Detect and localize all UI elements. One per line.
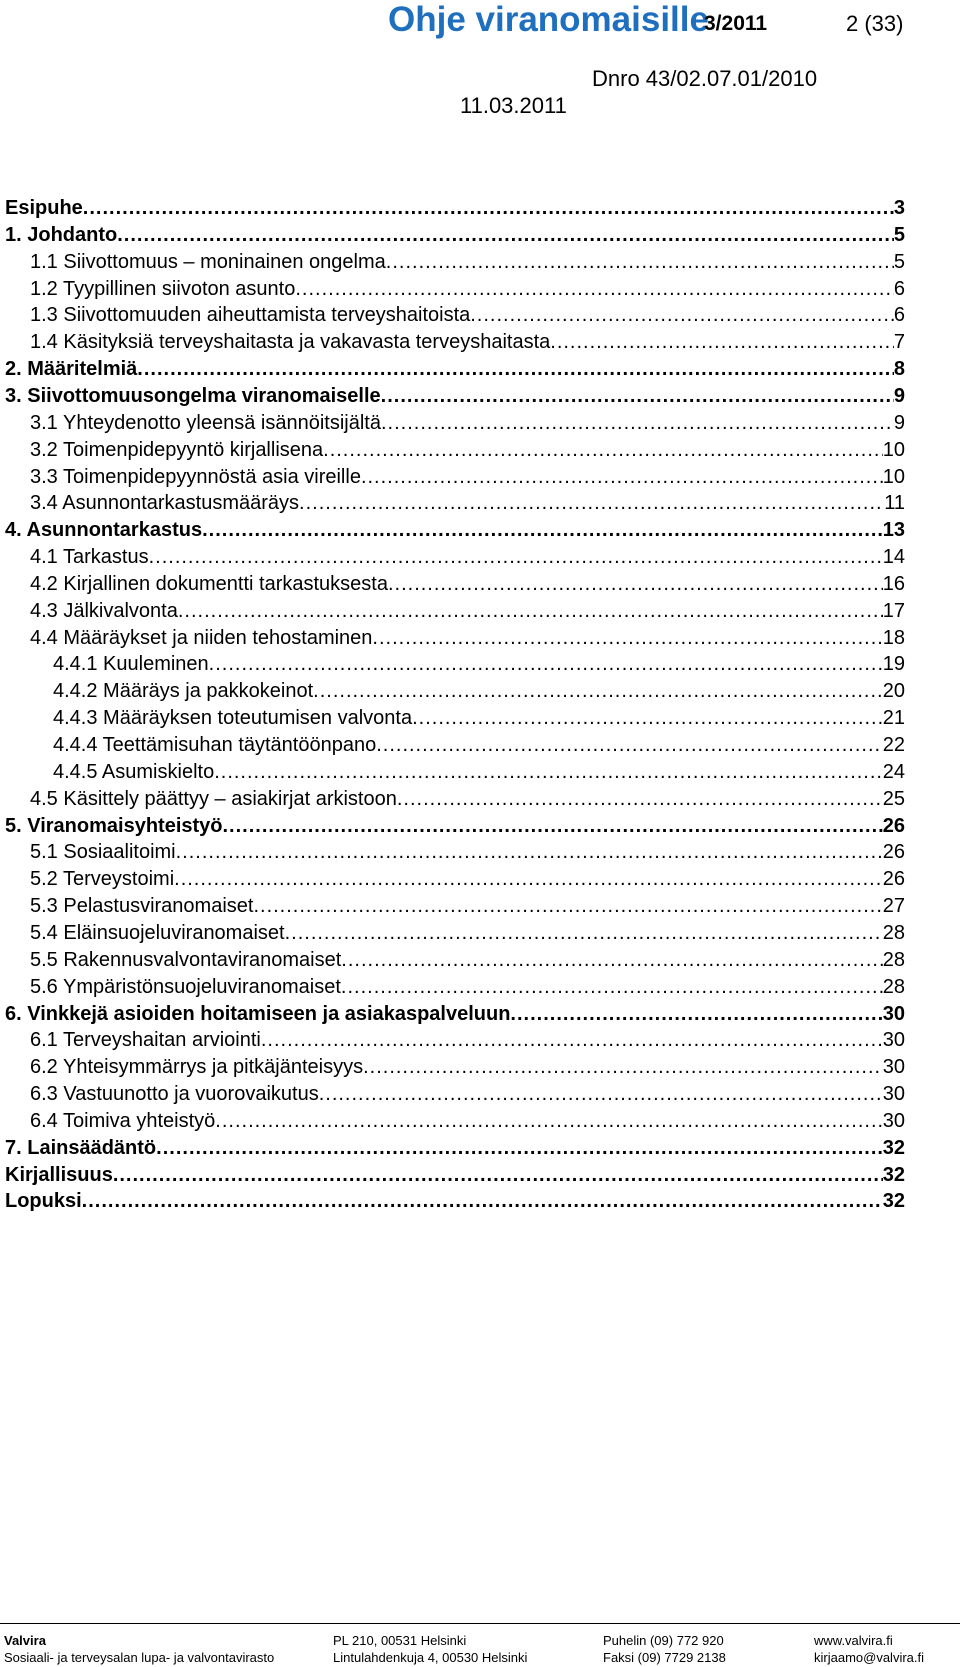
toc-entry[interactable] — [30, 544, 905, 571]
toc-entry-page: 22 — [882, 734, 905, 756]
toc-entry-label: 4.4.3 Määräyksen toteutumisen valvonta — [53, 707, 413, 729]
toc-entry-label: 5.6 Ympäristönsuojeluviranomaiset — [30, 976, 341, 998]
page-number: 2 (33) — [846, 11, 904, 36]
toc-entry-label: 6.1 Terveyshaitan arviointi — [30, 1029, 261, 1051]
toc-entry-page: 3 — [893, 197, 905, 219]
toc-dot-leader — [215, 1108, 882, 1135]
toc-entry-page: 9 — [893, 412, 905, 434]
toc-entry-label: 5.4 Eläinsuojeluviranomaiset — [30, 922, 285, 944]
toc-dot-leader — [386, 249, 894, 276]
toc-dot-leader — [174, 866, 883, 893]
toc-entry-label: 3. Siivottomuusongelma viranomaiselle — [5, 385, 381, 407]
toc-entry[interactable] — [53, 678, 905, 705]
toc-entry[interactable] — [30, 302, 905, 329]
toc-entry-page: 30 — [882, 1056, 905, 1078]
toc-entry[interactable] — [5, 1001, 905, 1028]
toc-dot-leader — [412, 705, 883, 732]
toc-entry-label: 3.4 Asunnontarkastusmääräys — [30, 492, 300, 514]
toc-entry-label: 4. Asunnontarkastus — [5, 519, 203, 541]
toc-dot-leader — [295, 276, 894, 303]
toc-entry-label: 1.2 Tyypillinen siivoton asunto — [30, 278, 296, 300]
toc-entry[interactable] — [30, 839, 905, 866]
toc-entry-page: 28 — [882, 949, 905, 971]
toc-entry-label: Esipuhe — [5, 197, 83, 219]
toc-entry-page: 26 — [882, 815, 905, 837]
toc-dot-leader — [176, 839, 883, 866]
toc-entry-label: 5. Viranomaisyhteistyö — [5, 815, 223, 837]
toc-entry[interactable] — [30, 249, 905, 276]
toc-entry-label: 5.2 Terveystoimi — [30, 868, 175, 890]
toc-entry[interactable] — [53, 759, 905, 786]
toc-dot-leader — [223, 813, 883, 840]
toc-entry[interactable] — [30, 625, 905, 652]
toc-entry-label: 3.2 Toimenpidepyyntö kirjallisena — [30, 439, 324, 461]
toc-dot-leader — [388, 571, 883, 598]
toc-entry-page: 30 — [882, 1003, 905, 1025]
toc-entry-page: 21 — [882, 707, 905, 729]
toc-entry-page: 19 — [882, 653, 905, 675]
toc-entry-page: 11 — [884, 492, 905, 514]
toc-dot-leader — [341, 974, 883, 1001]
toc-entry-label: 6.3 Vastuunotto ja vuorovaikutus — [30, 1083, 319, 1105]
toc-entry-page: 7 — [893, 331, 905, 353]
toc-entry-page: 10 — [882, 466, 905, 488]
toc-entry-page: 32 — [882, 1190, 905, 1212]
toc-entry-page: 9 — [893, 385, 905, 407]
toc-dot-leader — [261, 1027, 883, 1054]
toc-entry[interactable] — [5, 813, 905, 840]
toc-entry-label: 4.4.1 Kuuleminen — [53, 653, 209, 675]
toc-entry-label: 4.5 Käsittely päättyy – asiakirjat arkistoon — [30, 788, 397, 810]
page-footer — [0, 1623, 960, 1667]
toc-entry-page: 32 — [882, 1164, 905, 1186]
toc-entry-page: 6 — [893, 304, 905, 326]
toc-entry-page: 32 — [882, 1137, 905, 1159]
toc-entry[interactable] — [30, 571, 905, 598]
footer-divider — [0, 1623, 960, 1624]
toc-dot-leader — [209, 651, 883, 678]
page-header — [0, 0, 960, 118]
toc-entry-page: 26 — [882, 868, 905, 890]
toc-entry-label: 2. Määritelmiä — [5, 358, 138, 380]
toc-dot-leader — [149, 544, 883, 571]
document-date: 11.03.2011 — [460, 93, 567, 118]
toc-entry-label: 4.4.4 Teettämisuhan täytäntöönpano — [53, 734, 377, 756]
toc-dot-leader — [341, 947, 882, 974]
toc-dot-leader — [397, 786, 883, 813]
toc-dot-leader — [82, 1188, 883, 1215]
toc-dot-leader — [550, 329, 894, 356]
toc-dot-leader — [470, 302, 894, 329]
toc-dot-leader — [202, 517, 883, 544]
document-title: Ohje viranomaisille — [388, 0, 709, 39]
toc-entry-page: 25 — [882, 788, 905, 810]
toc-entry-label: 6. Vinkkejä asioiden hoitamiseen ja asiakaspalveluun — [5, 1003, 511, 1025]
toc-entry-label: 5.3 Pelastusviranomaiset — [30, 895, 254, 917]
toc-entry[interactable] — [30, 866, 905, 893]
toc-entry-page: 5 — [893, 251, 905, 273]
toc-entry-label: 4.4 Määräykset ja niiden tehostaminen — [30, 627, 373, 649]
toc-entry[interactable] — [5, 356, 905, 383]
toc-entry-page: 30 — [882, 1110, 905, 1132]
footer-po-box: PL 210, 00531 Helsinki — [333, 1633, 467, 1648]
toc-entry[interactable] — [53, 651, 905, 678]
toc-dot-leader — [156, 1135, 883, 1162]
toc-dot-leader — [313, 678, 883, 705]
footer-org-name: Valvira — [4, 1633, 46, 1648]
toc-entry-page: 30 — [882, 1083, 905, 1105]
toc-dot-leader — [113, 1162, 883, 1189]
toc-entry-label: 5.5 Rakennusvalvontaviranomaiset — [30, 949, 342, 971]
toc-entry[interactable] — [30, 947, 905, 974]
footer-phone: Puhelin (09) 772 920 — [603, 1633, 724, 1648]
toc-entry[interactable] — [5, 1162, 905, 1189]
footer-org-full-name: Sosiaali- ja terveysalan lupa- ja valvontavirasto — [4, 1650, 275, 1665]
toc-entry[interactable] — [5, 1135, 905, 1162]
toc-entry-label: 1.3 Siivottomuuden aiheuttamista terveyshaitoista — [30, 304, 471, 326]
record-number: Dnro 43/02.07.01/2010 — [592, 66, 818, 91]
toc-entry-page: 20 — [882, 680, 905, 702]
toc-entry-page: 14 — [882, 546, 905, 568]
toc-entry-page: 8 — [893, 358, 905, 380]
toc-entry-page: 18 — [882, 627, 905, 649]
toc-entry[interactable] — [30, 437, 905, 464]
toc-entry-label: 4.3 Jälkivalvonta — [30, 600, 178, 622]
toc-entry[interactable] — [53, 705, 905, 732]
toc-entry[interactable] — [5, 195, 905, 222]
toc-entry-label: 7. Lainsäädäntö — [5, 1137, 157, 1159]
toc-dot-leader — [376, 732, 883, 759]
toc-entry[interactable] — [5, 222, 905, 249]
toc-entry[interactable] — [30, 598, 905, 625]
toc-entry[interactable] — [5, 1188, 905, 1215]
toc-entry-page: 24 — [882, 761, 905, 783]
toc-entry-page: 17 — [882, 600, 905, 622]
toc-entry-page: 13 — [882, 519, 905, 541]
toc-dot-leader — [381, 410, 894, 437]
toc-entry[interactable] — [5, 383, 905, 410]
toc-entry-label: 3.1 Yhteydenotto yleensä isännöitsijältä — [30, 412, 381, 434]
toc-dot-leader — [372, 625, 882, 652]
toc-entry-label: Lopuksi — [5, 1190, 82, 1212]
toc-entry[interactable] — [30, 329, 905, 356]
footer-email[interactable]: kirjaamo@valvira.fi — [814, 1650, 924, 1665]
toc-dot-leader — [319, 1081, 883, 1108]
toc-entry-page: 28 — [882, 922, 905, 944]
toc-dot-leader — [361, 464, 883, 491]
toc-entry-page: 30 — [882, 1029, 905, 1051]
footer-website[interactable]: www.valvira.fi — [814, 1633, 893, 1648]
toc-dot-leader — [363, 1054, 883, 1081]
toc-entry-page: 10 — [882, 439, 905, 461]
toc-dot-leader — [117, 222, 894, 249]
toc-entry-label: 5.1 Sosiaalitoimi — [30, 841, 176, 863]
toc-dot-leader — [137, 356, 894, 383]
toc-entry[interactable] — [30, 1108, 905, 1135]
toc-entry[interactable] — [30, 893, 905, 920]
toc-entry[interactable] — [5, 517, 905, 544]
toc-dot-leader — [381, 383, 894, 410]
toc-entry[interactable] — [30, 1081, 905, 1108]
toc-entry-page: 6 — [893, 278, 905, 300]
toc-entry[interactable] — [30, 786, 905, 813]
toc-entry-label: 4.4.2 Määräys ja pakkokeinot — [53, 680, 314, 702]
toc-dot-leader — [83, 195, 894, 222]
toc-entry-label: 6.2 Yhteisymmärrys ja pitkäjänteisyys — [30, 1056, 364, 1078]
toc-dot-leader — [214, 759, 883, 786]
toc-dot-leader — [510, 1001, 882, 1028]
toc-entry-label: 6.4 Toimiva yhteistyö — [30, 1110, 216, 1132]
toc-entry-label: Kirjallisuus — [5, 1164, 113, 1186]
toc-entry-page: 28 — [882, 976, 905, 998]
toc-entry[interactable] — [30, 974, 905, 1001]
toc-dot-leader — [253, 893, 882, 920]
footer-fax: Faksi (09) 7729 2138 — [603, 1650, 726, 1665]
toc-entry[interactable] — [30, 276, 905, 303]
toc-dot-leader — [285, 920, 883, 947]
toc-entry-label: 4.4.5 Asumiskielto — [53, 761, 215, 783]
toc-entry[interactable] — [30, 464, 905, 491]
toc-dot-leader — [299, 490, 884, 517]
toc-entry-label: 1. Johdanto — [5, 224, 118, 246]
document-number: 3/2011 — [704, 12, 768, 35]
toc-entry-label: 4.2 Kirjallinen dokumentti tarkastuksesta — [30, 573, 388, 595]
toc-entry[interactable] — [30, 490, 905, 517]
footer-street-address: Lintulahdenkuja 4, 00530 Helsinki — [333, 1650, 528, 1665]
toc-entry[interactable] — [30, 1054, 905, 1081]
toc-entry-page: 16 — [882, 573, 905, 595]
toc-entry[interactable] — [30, 920, 905, 947]
toc-entry-label: 3.3 Toimenpidepyynnöstä asia vireille — [30, 466, 361, 488]
toc-entry[interactable] — [30, 410, 905, 437]
toc-dot-leader — [178, 598, 883, 625]
toc-entry-label: 1.4 Käsityksiä terveyshaitasta ja vakavasta terveyshaitasta — [30, 331, 551, 353]
toc-entry[interactable] — [53, 732, 905, 759]
toc-entry[interactable] — [30, 1027, 905, 1054]
toc-entry-label: 4.1 Tarkastus — [30, 546, 149, 568]
toc-entry-label: 1.1 Siivottomuus – moninainen ongelma — [30, 251, 386, 273]
toc-entry-page: 26 — [882, 841, 905, 863]
toc-entry-page: 27 — [882, 895, 905, 917]
toc-entry-page: 5 — [893, 224, 905, 246]
toc-dot-leader — [323, 437, 883, 464]
